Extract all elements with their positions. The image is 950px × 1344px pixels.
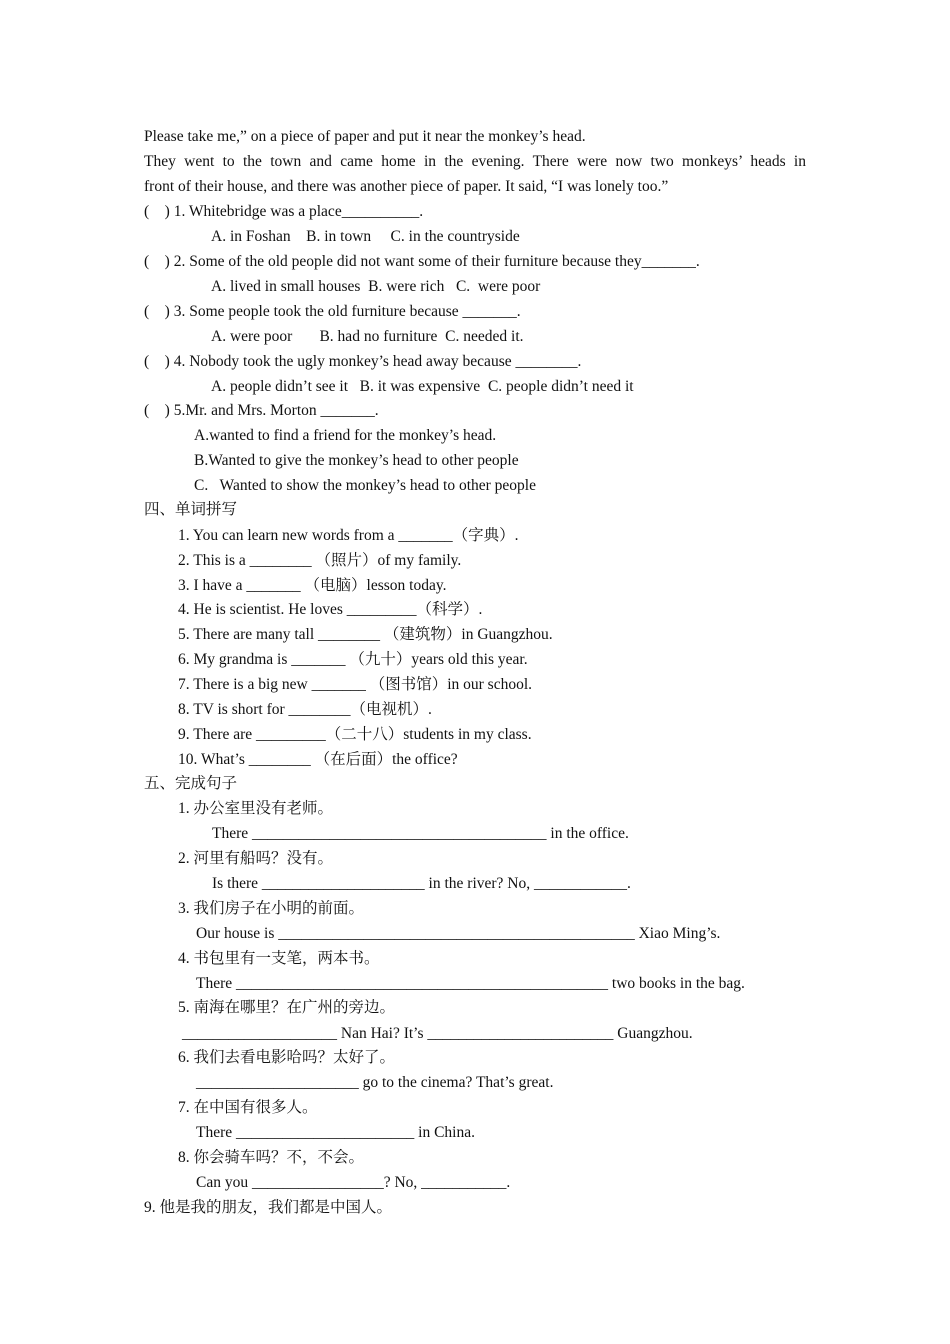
question-stem: ( ) 3. Some people took the old furniture because _______. — [144, 303, 521, 320]
question-option: B.Wanted to give the monkey’s head to other people — [194, 452, 519, 469]
sentence-english: There ________________________________________________ two books in the bag. — [196, 975, 745, 992]
sentence-chinese: 8. 你会骑车吗？不，不会。 — [178, 1149, 365, 1166]
sentence-chinese: 9. 他是我的朋友，我们都是中国人。 — [144, 1199, 393, 1216]
sentence-chinese: 1. 办公室里没有老师。 — [178, 800, 334, 817]
spelling-item: 2. This is a ________ （照片）of my family. — [178, 552, 462, 569]
sentence-english: Can you _________________? No, ___________. — [196, 1174, 511, 1191]
passage-line: Please take me,” on a piece of paper and put it near the monkey’s head. — [144, 128, 586, 145]
section-title: 四、单词拼写 — [144, 501, 238, 518]
section-title: 五、完成句子 — [144, 775, 238, 792]
spelling-item: 9. There are _________（二十八）students in my class. — [178, 726, 532, 743]
spelling-item: 1. You can learn new words from a _______（字典）. — [178, 527, 519, 544]
spelling-item: 8. TV is short for ________（电视机）. — [178, 701, 432, 718]
spelling-item: 7. There is a big new _______ （图书馆）in our school. — [178, 676, 533, 693]
spelling-item: 6. My grandma is _______ （九十）years old this year. — [178, 651, 528, 668]
question-options: A. lived in small houses B. were rich C. were poor — [211, 278, 541, 295]
question-stem: ( ) 1. Whitebridge was a place__________. — [144, 203, 424, 220]
spelling-item: 5. There are many tall ________ （建筑物）in Guangzhou. — [178, 626, 553, 643]
sentence-english: _____________________ go to the cinema? That’s great. — [196, 1074, 554, 1091]
sentence-chinese: 7. 在中国有很多人。 — [178, 1099, 318, 1116]
sentence-english: There _______________________ in China. — [196, 1124, 475, 1141]
sentence-chinese: 5. 南海在哪里？在广州的旁边。 — [178, 999, 396, 1016]
spelling-item: 4. He is scientist. He loves _________（科学）. — [178, 601, 483, 618]
question-option: C. Wanted to show the monkey’s head to other people — [194, 477, 536, 494]
question-options: A. in Foshan B. in town C. in the countryside — [211, 228, 520, 245]
question-options: A. people didn’t see it B. it was expensive C. people didn’t need it — [211, 378, 634, 395]
question-options: A. were poor B. had no furniture C. needed it. — [211, 328, 524, 345]
sentence-english: ____________________ Nan Hai? It’s ________________________ Guangzhou. — [182, 1025, 693, 1042]
passage-line: They went to the town and came home in the evening. There were now two monkeys’ heads in — [144, 153, 806, 170]
question-stem: ( ) 2. Some of the old people did not want some of their furniture because they_______. — [144, 253, 700, 270]
question-stem: ( ) 5.Mr. and Mrs. Morton _______. — [144, 402, 379, 419]
sentence-english: There ______________________________________ in the office. — [212, 825, 629, 842]
sentence-chinese: 6. 我们去看电影哈吗？太好了。 — [178, 1049, 396, 1066]
question-stem: ( ) 4. Nobody took the ugly monkey’s head away because ________. — [144, 353, 582, 370]
spelling-item: 10. What’s ________ （在后面）the office? — [178, 751, 458, 768]
sentence-chinese: 4. 书包里有一支笔，两本书。 — [178, 950, 380, 967]
sentence-english: Our house is ______________________________________________ Xiao Ming’s. — [196, 925, 721, 942]
sentence-chinese: 3. 我们房子在小明的前面。 — [178, 900, 365, 917]
passage-line: front of their house, and there was another piece of paper. It said, “I was lonely too.” — [144, 178, 669, 195]
question-option: A.wanted to find a friend for the monkey’s head. — [194, 427, 497, 444]
spelling-item: 3. I have a _______ （电脑）lesson today. — [178, 577, 447, 594]
sentence-chinese: 2. 河里有船吗？没有。 — [178, 850, 334, 867]
sentence-english: Is there _____________________ in the river? No, ____________. — [212, 875, 631, 892]
